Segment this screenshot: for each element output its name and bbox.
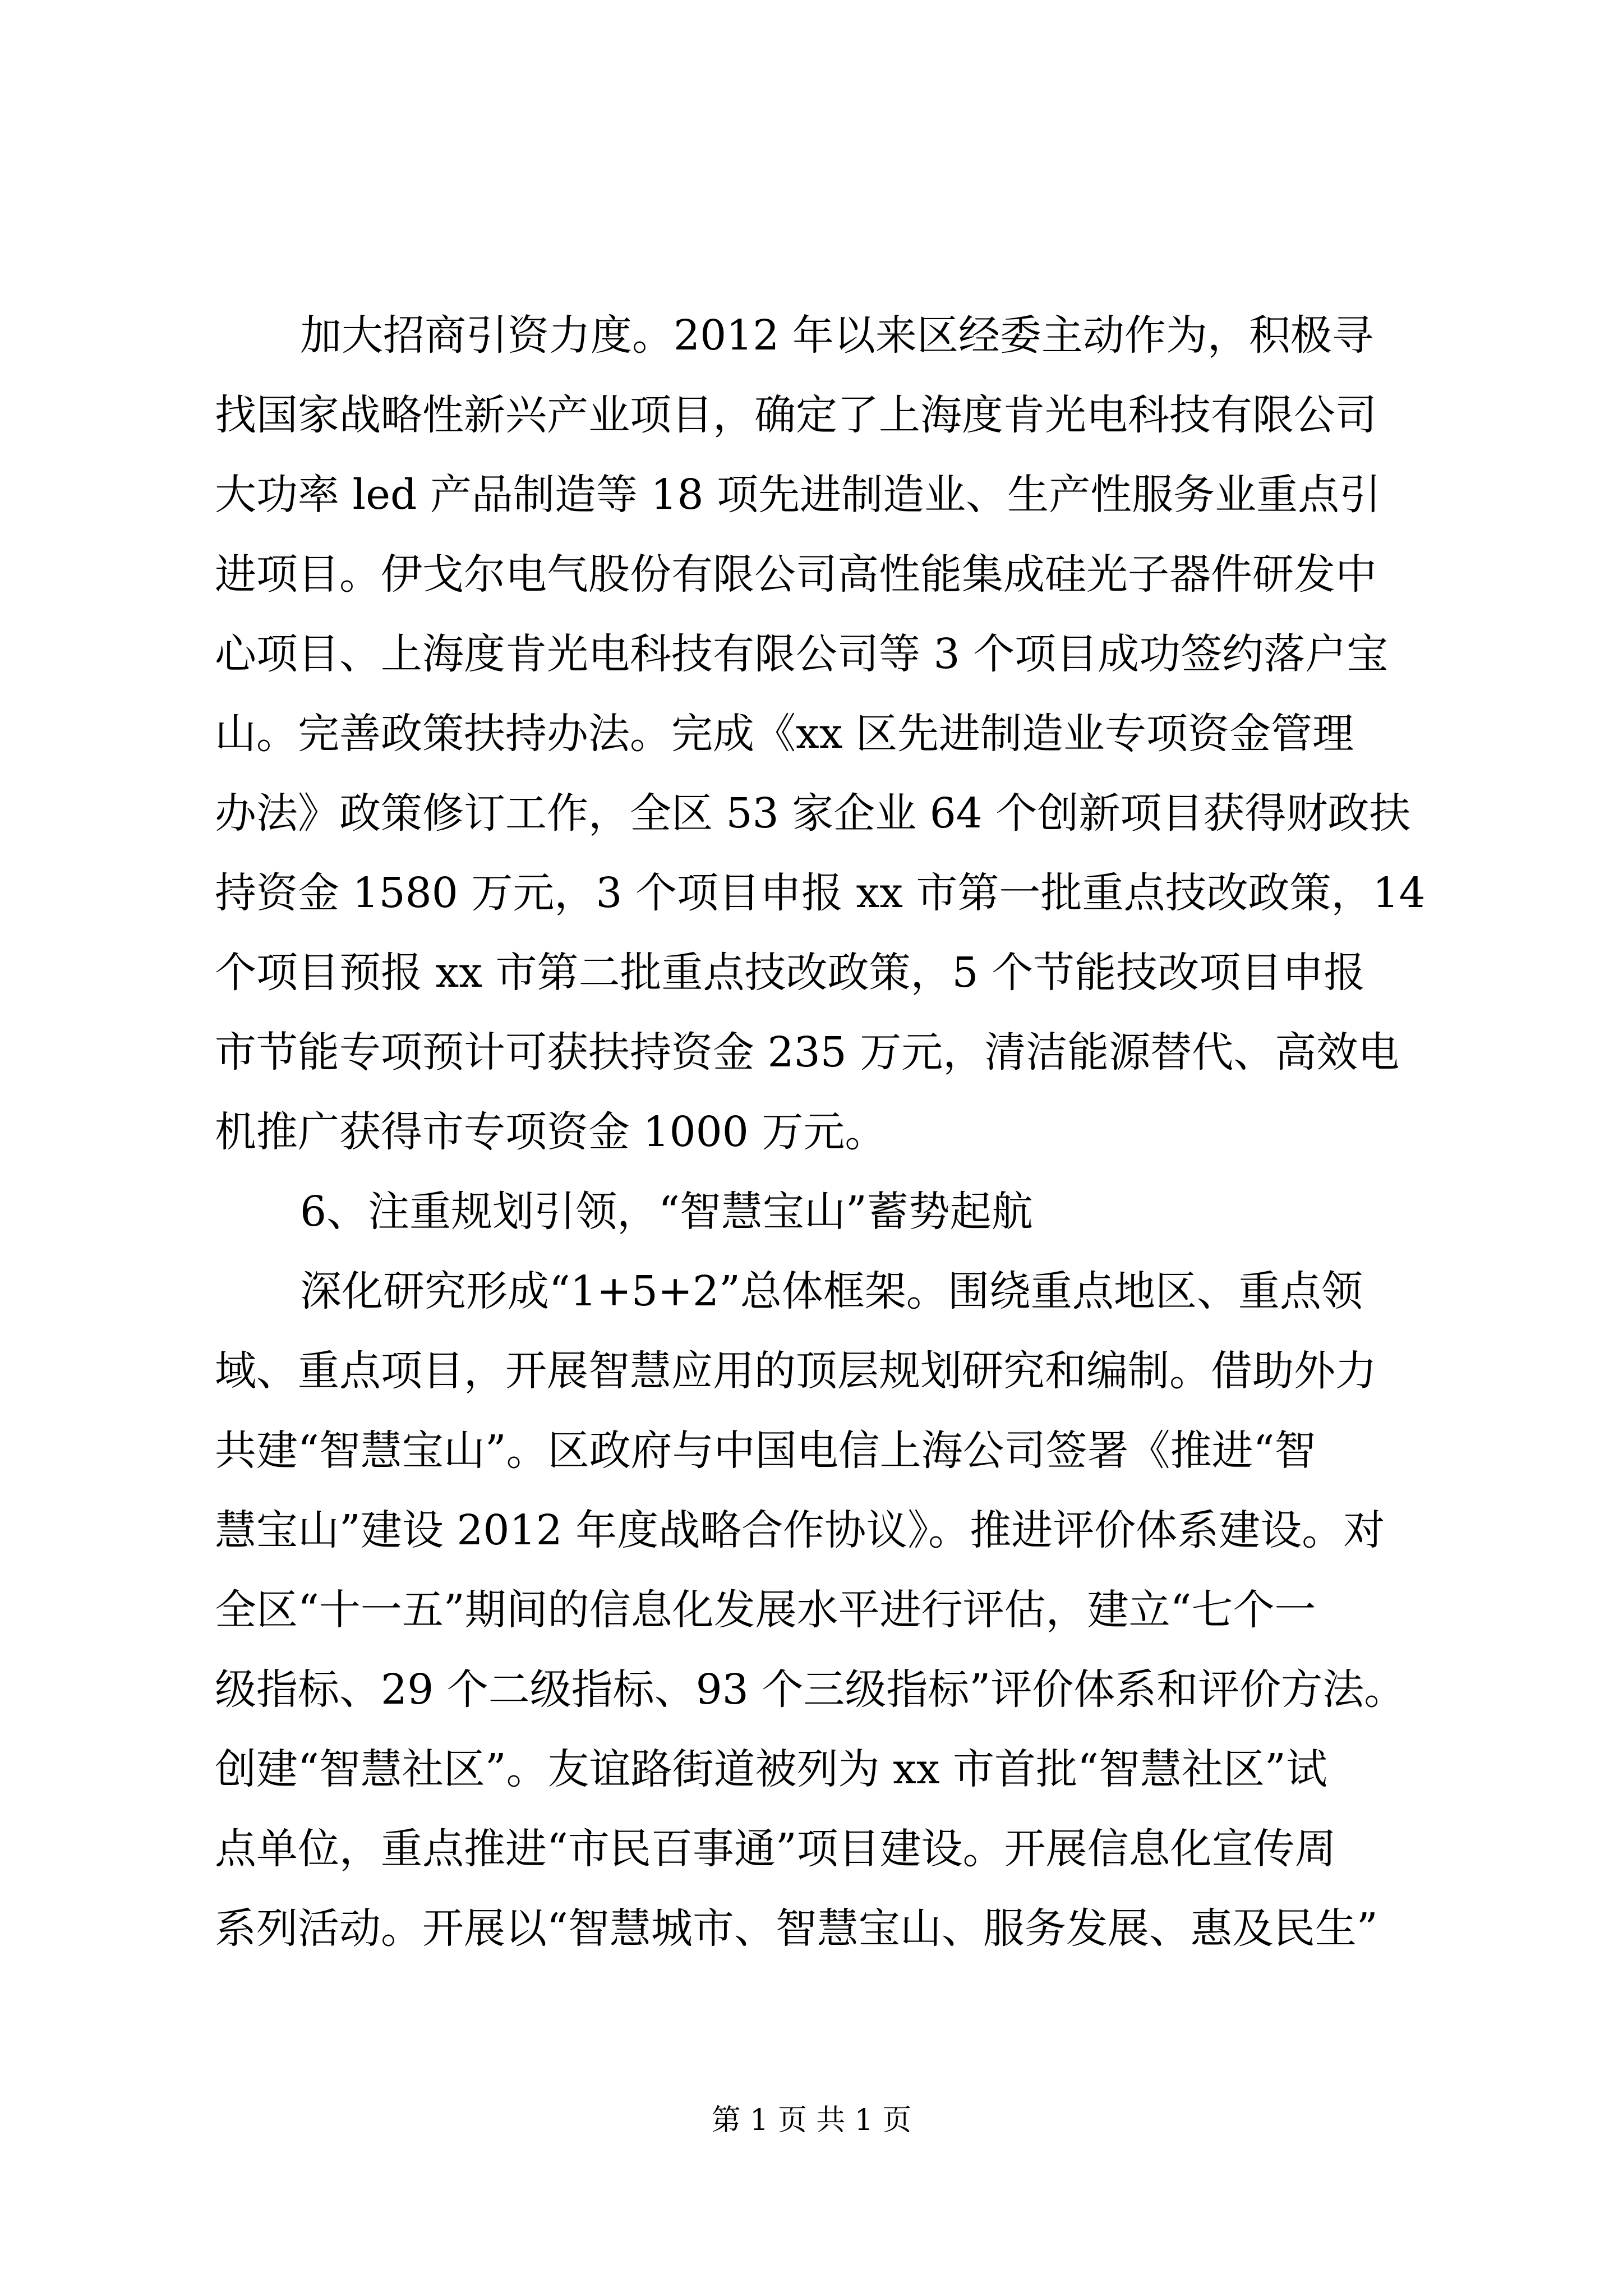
page-number-label: 第 1 页 共 1 页 [711,2104,912,2137]
line-text: 加大招商引资力度。2012 年以来区经委主动作为，积极寻 [300,311,1373,360]
line-text: 个项目预报 xx 市第二批重点技改政策，5 个节能技改项目申报 [215,949,1366,997]
line-text: 进项目。伊戈尔电气股份有限公司高性能集成硅光子器件研发中 [215,550,1377,599]
line-text: 办法》政策修订工作，全区 53 家企业 64 个创新项目获得财政扶 [215,789,1411,838]
line-text: 心项目、上海度肯光电科技有限公司等 3 个项目成功签约落户宝 [215,630,1389,678]
line-text: 大功率 led 产品制造等 18 项先进制造业、生产性服务业重点引 [215,471,1381,519]
line-text: 域、重点项目，开展智慧应用的顶层规划研究和编制。借助外力 [215,1347,1377,1395]
line-text: 找国家战略性新兴产业项目，确定了上海度肯光电科技有限公司 [215,391,1377,439]
line-text: 创建“智慧社区”。友谊路街道被列为 xx 市首批“智慧社区”试 [215,1745,1327,1793]
line-text: 机推广获得市专项资金 1000 万元。 [215,1108,887,1156]
line-text: 持资金 1580 万元，3 个项目申报 xx 市第一批重点技改政策，14 [215,869,1426,917]
line-text: 慧宝山”建设 2012 年度战略合作协议》。推进评价体系建设。对 [215,1506,1385,1554]
line-text: 全区“十一五”期间的信息化发展水平进行评估，建立“七个一 [215,1586,1316,1634]
line-text: 系列活动。开展以“智慧城市、智慧宝山、服务发展、惠及民生” [215,1904,1378,1953]
line-text: 深化研究形成“1+5+2”总体框架。围绕重点地区、重点领 [300,1267,1363,1315]
line-text: 点单位，重点推进“市民百事通”项目建设。开展信息化宣传周 [215,1825,1336,1873]
page-footer [0,2101,1623,2140]
line-text: 共建“智慧宝山”。区政府与中国电信上海公司签署《推进“智 [215,1427,1316,1475]
line-text: 市节能专项预计可获扶持资金 235 万元，清洁能源替代、高效电 [215,1028,1400,1076]
line-text: 级指标、29 个二级指标、93 个三级指标”评价体系和评价方法。 [215,1665,1406,1714]
line-text: 山。完善政策扶持办法。完成《xx 区先进制造业专项资金管理 [215,710,1354,758]
heading-text: 6、注重规划引领，“智慧宝山”蓄势起航 [300,1188,1033,1236]
